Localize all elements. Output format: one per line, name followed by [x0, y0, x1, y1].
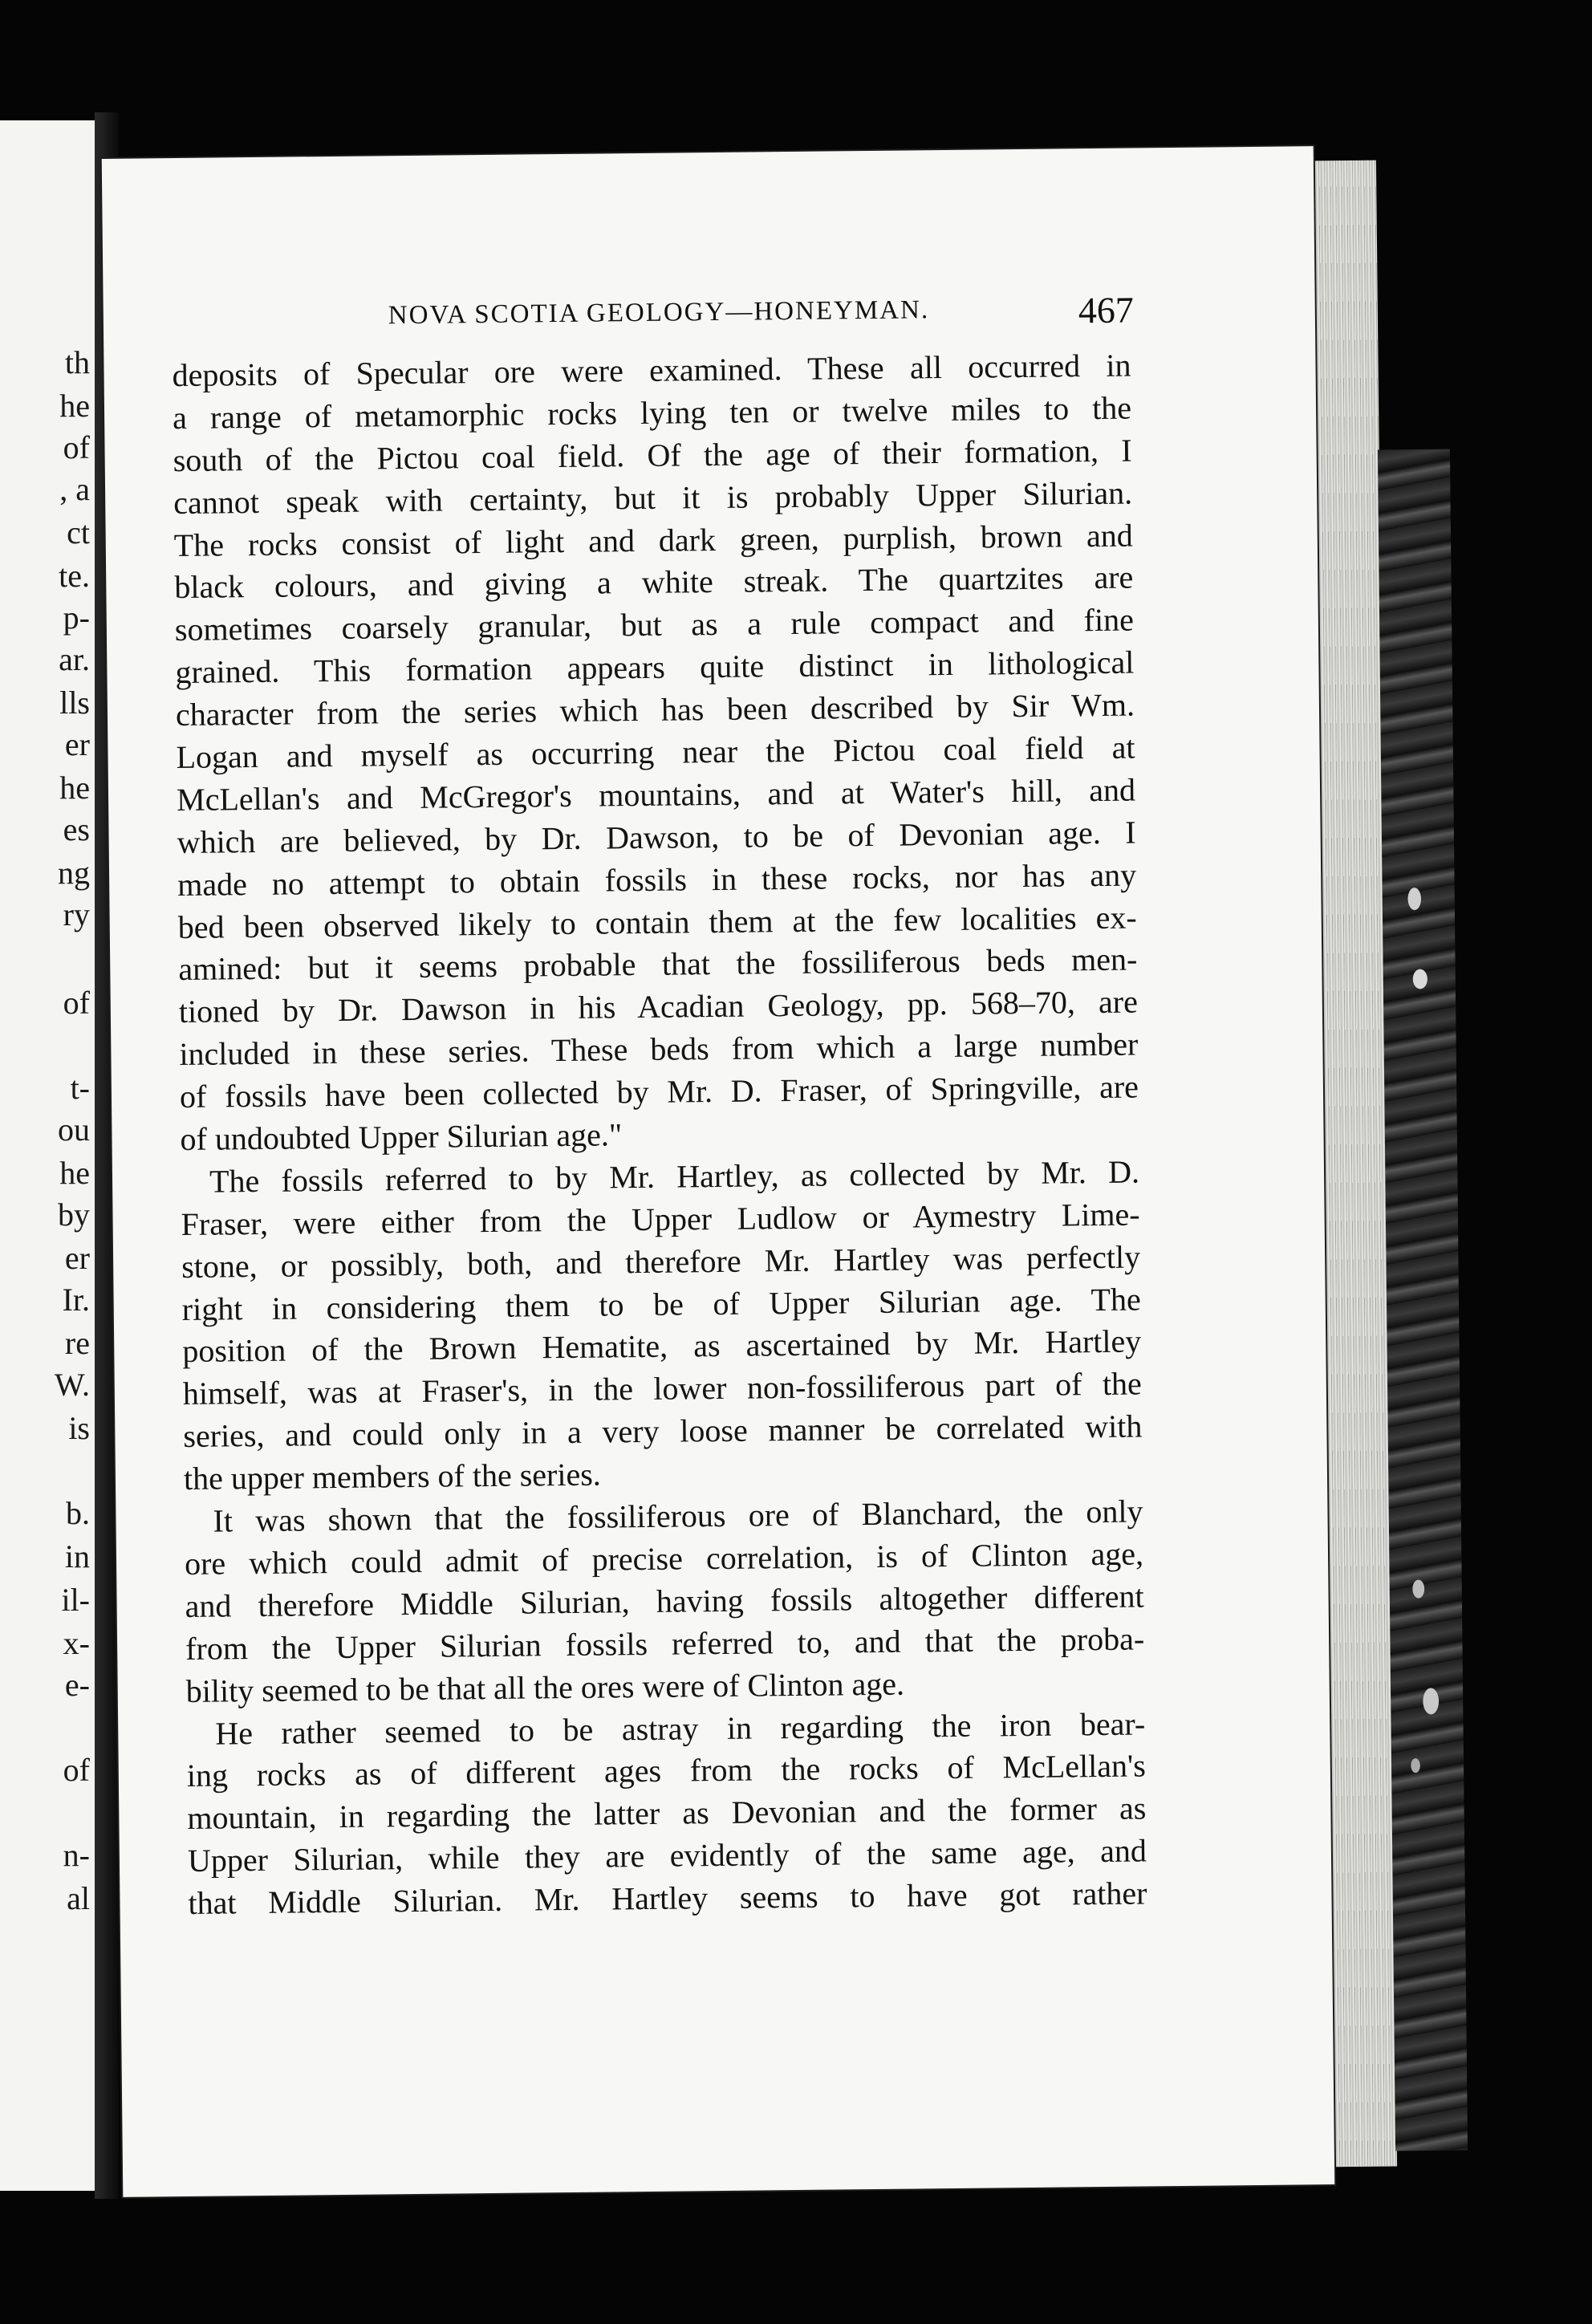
- text-line: mountain, in regarding the latter as Devonian and the former as: [187, 1790, 1147, 1837]
- text-line: The rocks consist of light and dark green, purplish, brown and: [173, 517, 1133, 563]
- text-line: of undoubted Upper Silurian age.": [180, 1116, 623, 1158]
- text-line: of fossils have been collected by Mr. D. Fraser, of Springville, are: [179, 1068, 1139, 1115]
- left-page-fragment: , a: [59, 471, 90, 507]
- left-page-fragment: is: [68, 1410, 90, 1446]
- left-page-fragment: es: [63, 811, 90, 847]
- left-page-fragment: of: [63, 429, 90, 465]
- text-line: included in these series. These beds from which a large number: [179, 1026, 1139, 1073]
- left-page-fragment: ry: [63, 896, 90, 932]
- left-page-fragment: lls: [59, 685, 90, 721]
- paragraph-start-line: It was shown that the fossiliferous ore of Blanchard, the only: [213, 1493, 1143, 1539]
- text-line: series, and could only in a very loose manner be correlated with: [183, 1408, 1143, 1455]
- text-line: ing rocks as of different ages from the rocks of McLellan's: [186, 1747, 1147, 1794]
- text-line: bility seemed to be that all the ores were of Clinton age.: [185, 1665, 905, 1709]
- text-line: ore which could admit of precise correlation, is of Clinton age,: [184, 1535, 1144, 1582]
- page-number: 467: [1078, 289, 1135, 331]
- text-line: a range of metamorphic rocks lying ten or twelve miles to the: [172, 389, 1132, 436]
- text-line: sometimes coarsely granular, but as a rule compact and fine: [174, 601, 1135, 648]
- left-page-fragment: of: [63, 1752, 90, 1788]
- text-line: south of the Pictou coal field. Of the age of their formation, I: [173, 432, 1132, 478]
- left-page-fragment: in: [64, 1538, 90, 1574]
- left-page-fragment: er: [64, 1240, 90, 1276]
- text-line: made no attempt to obtain fossils in these rocks, nor has any: [177, 856, 1137, 903]
- left-page-fragment: te.: [59, 558, 90, 594]
- text-line: amined: but it seems probable that the fossiliferous beds men-: [178, 941, 1138, 988]
- left-page-fragment: al: [67, 1880, 90, 1916]
- left-page-fragment: Ir.: [62, 1282, 90, 1318]
- text-line: that Middle Silurian. Mr. Hartley seems to have got rather: [188, 1875, 1147, 1922]
- text-line: Upper Silurian, while they are evidently of the same age, and: [187, 1832, 1147, 1879]
- left-page-fragment: he: [59, 770, 90, 806]
- left-page-fragment: re: [64, 1325, 90, 1361]
- text-line: right in considering them to be of Upper Silurian age. The: [181, 1281, 1141, 1327]
- page-body: [172, 345, 1147, 1925]
- left-page-fragment: x-: [63, 1625, 90, 1661]
- text-line: the upper members of the series.: [183, 1456, 602, 1497]
- text-line: and therefore Middle Silurian, having fossils altogether different: [185, 1578, 1144, 1624]
- left-page-fragment: e-: [64, 1667, 90, 1703]
- text-line: black colours, and giving a white streak. The quartzites are: [174, 559, 1134, 606]
- left-page-fragment: ou: [58, 1111, 90, 1148]
- left-page-fragment: ar.: [59, 641, 90, 677]
- left-page-fragment: W.: [54, 1367, 90, 1403]
- text-line: which are believed, by Dr. Dawson, to be of Devonian age. I: [177, 814, 1136, 860]
- left-page-fragment: il-: [61, 1582, 90, 1618]
- text-line: character from the series which has been described by Sir Wm.: [175, 686, 1135, 733]
- text-line: McLellan's and McGregor's mountains, and at Water's hill, and: [176, 771, 1136, 818]
- text-line: bed been observed likely to contain them at the few localities ex-: [177, 899, 1137, 945]
- left-page-fragment: ct: [67, 514, 90, 551]
- paragraph-start-line: He rather seemed to be astray in regarding the iron bear-: [215, 1704, 1146, 1752]
- text-line: stone, or possibly, both, and therefore Mr. Hartley was perfectly: [181, 1238, 1141, 1285]
- text-line: cannot speak with certainty, but it is probably Upper Silurian.: [173, 474, 1133, 521]
- left-page-fragment: er: [64, 726, 90, 762]
- left-page-edge: [0, 120, 100, 2191]
- left-page-fragment: th: [64, 344, 90, 380]
- left-page-fragment: b.: [66, 1495, 90, 1531]
- text-line: Fraser, were either from the Upper Ludlow or Aymestry Lime-: [181, 1196, 1140, 1242]
- left-page-fragment: n-: [63, 1837, 90, 1873]
- paragraph-start-line: The fossils referred to by Mr. Hartley, as collected by Mr. D.: [209, 1153, 1140, 1200]
- left-page-fragment: of: [63, 985, 90, 1021]
- left-page-fragment: ng: [58, 855, 90, 891]
- text-line: deposits of Specular ore were examined. These all occurred in: [172, 347, 1131, 394]
- left-page-fragment: he: [59, 1155, 90, 1191]
- text-line: himself, was at Fraser's, in the lower non-fossiliferous part of the: [182, 1365, 1143, 1412]
- text-line: from the Upper Silurian fossils referred to, and that the proba-: [185, 1620, 1145, 1667]
- running-head: NOVA SCOTIA GEOLOGY—HONEYMAN.: [388, 295, 930, 331]
- text-line: Logan and myself as occurring near the Pictou coal field at: [176, 729, 1135, 776]
- left-page-fragment: by: [58, 1197, 90, 1233]
- page-header: [104, 286, 1316, 347]
- book-page: [102, 146, 1335, 2197]
- text-line: tioned by Dr. Dawson in his Acadian Geology, pp. 568–70, are: [178, 983, 1139, 1030]
- left-page-fragment: he: [59, 388, 90, 424]
- left-page-fragment: t-: [70, 1070, 90, 1106]
- text-line: grained. This formation appears quite distinct in lithological: [175, 644, 1135, 691]
- left-page-fragment: p-: [63, 599, 90, 636]
- text-line: position of the Brown Hematite, as ascertained by Mr. Hartley: [182, 1322, 1142, 1370]
